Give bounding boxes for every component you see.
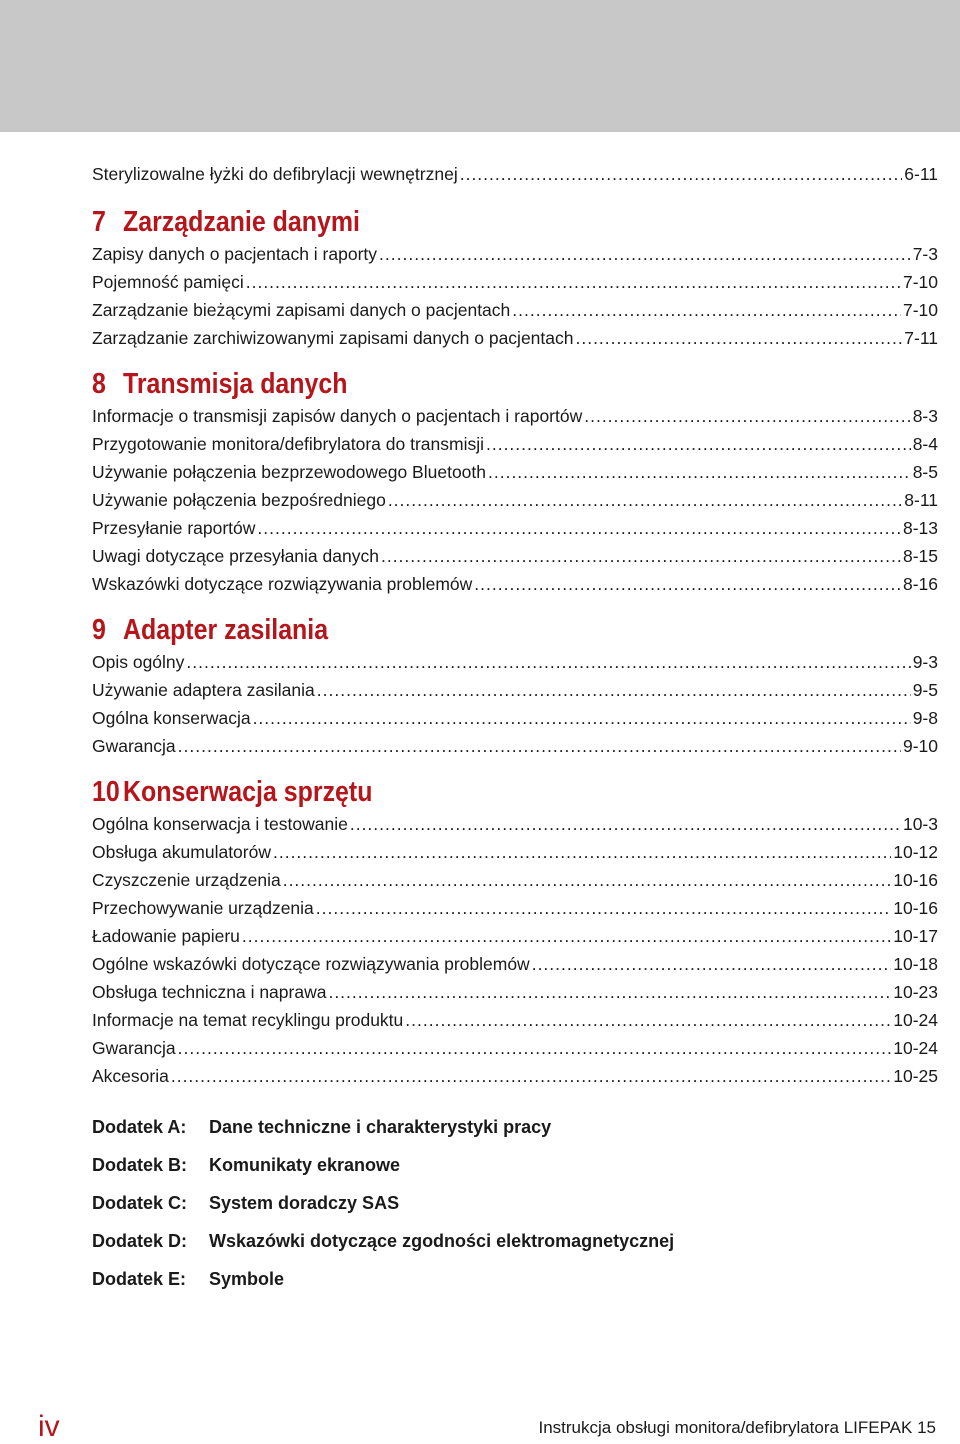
toc-entry-title: Wskazówki dotyczące rozwiązywania problemów bbox=[92, 574, 473, 594]
appendix-title: Dane techniczne i charakterystyki pracy bbox=[209, 1117, 552, 1137]
chapter-number: 7 bbox=[92, 206, 106, 238]
chapter-heading[interactable] bbox=[92, 774, 820, 810]
toc-entry[interactable] bbox=[92, 894, 938, 922]
toc-entry-title: Zapisy danych o pacjentach i raporty bbox=[92, 244, 378, 264]
toc-entry-title: Przygotowanie monitora/defibrylatora do transmisji bbox=[92, 434, 484, 454]
toc-entry-title: Przesyłanie raportów bbox=[92, 518, 256, 538]
chapter-number: 9 bbox=[92, 614, 106, 646]
toc-entry-title: Informacje na temat recyklingu produktu bbox=[92, 1010, 404, 1030]
toc-entry-title: Gwarancja bbox=[92, 1038, 176, 1058]
toc-leader-dots bbox=[405, 1006, 891, 1034]
toc-entry-page: 7-11 bbox=[904, 328, 938, 348]
chapter-section bbox=[92, 204, 938, 352]
toc-entry-title: Uwagi dotyczące przesyłania danych bbox=[92, 546, 379, 566]
appendix-list bbox=[92, 1108, 938, 1298]
appendix-entry[interactable] bbox=[92, 1222, 938, 1260]
toc-entry-title: Ładowanie papieru bbox=[92, 926, 240, 946]
toc-entry-title: Ogólne wskazówki dotyczące rozwiązywania problemów bbox=[92, 954, 530, 974]
toc-entry-page: 10-16 bbox=[893, 898, 938, 918]
manual-title: Instrukcja obsługi monitora/defibrylatora LIFEPAK 15 bbox=[538, 1418, 936, 1437]
toc-entry-page: 10-12 bbox=[893, 842, 938, 862]
toc-leader-dots bbox=[178, 1034, 892, 1062]
toc-entry-title: Ogólna konserwacja i testowanie bbox=[92, 814, 348, 834]
toc-entry-page: 9-8 bbox=[912, 708, 938, 728]
appendix-title: Komunikaty ekranowe bbox=[209, 1155, 401, 1175]
toc-entry-title: Czyszczenie urządzenia bbox=[92, 870, 281, 890]
toc-leader-dots bbox=[253, 704, 911, 732]
appendix-title: System doradczy SAS bbox=[209, 1193, 400, 1213]
toc-leader-dots bbox=[242, 922, 891, 950]
toc-entry[interactable] bbox=[92, 324, 938, 352]
appendix-label: Dodatek B: bbox=[92, 1155, 188, 1175]
toc-leader-dots bbox=[532, 950, 892, 978]
toc-leader-dots bbox=[381, 542, 901, 570]
toc-entry-page: 8-4 bbox=[912, 434, 938, 454]
toc-entry-title: Przechowywanie urządzenia bbox=[92, 898, 314, 918]
toc-entry-title: Pojemność pamięci bbox=[92, 272, 244, 292]
toc-entry-page: 10-16 bbox=[893, 870, 938, 890]
toc-leader-dots bbox=[273, 838, 891, 866]
toc-entry[interactable] bbox=[92, 950, 938, 978]
appendix-title: Wskazówki dotyczące zgodności elektromagnetycznej bbox=[209, 1231, 675, 1251]
toc-entry[interactable] bbox=[92, 570, 938, 598]
toc-leader-dots bbox=[257, 514, 901, 542]
toc-entry[interactable] bbox=[92, 240, 938, 268]
toc-entry-page: 10-24 bbox=[893, 1010, 938, 1030]
toc-entry-title: Akcesoria bbox=[92, 1066, 169, 1086]
toc-entry-page: 10-23 bbox=[893, 982, 938, 1002]
toc-leader-dots bbox=[171, 1062, 891, 1090]
toc-entry[interactable] bbox=[92, 160, 938, 188]
table-of-contents bbox=[92, 160, 938, 1298]
toc-entry[interactable] bbox=[92, 542, 938, 570]
toc-leader-dots bbox=[584, 402, 910, 430]
toc-leader-dots bbox=[178, 732, 901, 760]
chapter-title: Konserwacja sprzętu bbox=[122, 776, 373, 808]
toc-entry-title: Używanie adaptera zasilania bbox=[92, 680, 315, 700]
appendix-entry[interactable] bbox=[92, 1146, 938, 1184]
toc-entry-title: Opis ogólny bbox=[92, 652, 185, 672]
toc-entry-page: 7-3 bbox=[912, 244, 938, 264]
appendix-label: Dodatek A: bbox=[92, 1117, 187, 1137]
page-number: iv bbox=[38, 1410, 60, 1443]
chapter-heading[interactable] bbox=[92, 366, 820, 402]
toc-leader-dots bbox=[512, 296, 901, 324]
toc-leader-dots bbox=[186, 648, 910, 676]
toc-entry-title: Używanie połączenia bezpośredniego bbox=[92, 490, 386, 510]
toc-entry-page: 8-16 bbox=[902, 574, 938, 594]
chapter-heading[interactable] bbox=[92, 612, 820, 648]
toc-entry[interactable] bbox=[92, 838, 938, 866]
toc-entry-page: 10-17 bbox=[893, 926, 938, 946]
toc-entry[interactable] bbox=[92, 810, 938, 838]
toc-entry-title: Ogólna konserwacja bbox=[92, 708, 251, 728]
chapter-number: 8 bbox=[92, 368, 106, 400]
toc-entry-page: 10-3 bbox=[902, 814, 938, 834]
toc-entry-page: 10-18 bbox=[893, 954, 938, 974]
toc-entry-page: 10-25 bbox=[893, 1066, 938, 1086]
toc-leader-dots bbox=[350, 810, 901, 838]
chapter-section bbox=[92, 774, 938, 1090]
toc-entry-page: 9-3 bbox=[912, 652, 938, 672]
toc-entry-title: Zarządzanie zarchiwizowanymi zapisami danych o pacjentach bbox=[92, 328, 574, 348]
toc-entry-page: 7-10 bbox=[902, 272, 938, 292]
toc-entry-page: 7-10 bbox=[902, 300, 938, 320]
toc-entry[interactable] bbox=[92, 676, 938, 704]
toc-leader-dots bbox=[460, 160, 903, 188]
toc-entry[interactable] bbox=[92, 296, 938, 324]
toc-entry[interactable] bbox=[92, 268, 938, 296]
toc-entry-title: Używanie połączenia bezprzewodowego Bluetooth bbox=[92, 462, 486, 482]
appendix-label: Dodatek E: bbox=[92, 1269, 187, 1289]
toc-entry-title: Informacje o transmisji zapisów danych o pacjentach i raportów bbox=[92, 406, 583, 426]
toc-entry[interactable] bbox=[92, 704, 938, 732]
toc-entry[interactable] bbox=[92, 402, 938, 430]
header-band bbox=[0, 0, 960, 132]
toc-entry-page: 8-5 bbox=[912, 462, 938, 482]
toc-leader-dots bbox=[246, 268, 901, 296]
toc-entry[interactable] bbox=[92, 486, 938, 514]
toc-block-intro bbox=[92, 160, 938, 188]
toc-leader-dots bbox=[486, 430, 911, 458]
toc-entry-page: 8-3 bbox=[912, 406, 938, 426]
toc-entry[interactable] bbox=[92, 978, 938, 1006]
toc-entry-page: 6-11 bbox=[904, 164, 938, 184]
appendix-entry[interactable] bbox=[92, 1108, 938, 1146]
toc-entry-title: Obsługa akumulatorów bbox=[92, 842, 271, 862]
toc-entry[interactable] bbox=[92, 514, 938, 542]
chapter-number: 10 bbox=[92, 776, 120, 808]
appendix-title: Symbole bbox=[209, 1269, 285, 1289]
appendix-label: Dodatek C: bbox=[92, 1193, 188, 1213]
toc-entry[interactable] bbox=[92, 1034, 938, 1062]
toc-leader-dots bbox=[317, 676, 911, 704]
toc-leader-dots bbox=[388, 486, 902, 514]
toc-entry-title: Sterylizowalne łyżki do defibrylacji wewnętrznej bbox=[92, 164, 458, 184]
appendix-entry[interactable] bbox=[92, 1184, 938, 1222]
toc-entry[interactable] bbox=[92, 1006, 938, 1034]
toc-leader-dots bbox=[283, 866, 892, 894]
toc-entry[interactable] bbox=[92, 866, 938, 894]
toc-leader-dots bbox=[575, 324, 902, 352]
toc-entry[interactable] bbox=[92, 458, 938, 486]
chapter-title: Adapter zasilania bbox=[122, 614, 329, 646]
toc-entry-page: 10-24 bbox=[893, 1038, 938, 1058]
toc-entry-title: Zarządzanie bieżącymi zapisami danych o pacjentach bbox=[92, 300, 511, 320]
toc-entry[interactable] bbox=[92, 1062, 938, 1090]
toc-entry[interactable] bbox=[92, 430, 938, 458]
toc-entry-title: Gwarancja bbox=[92, 736, 176, 756]
toc-leader-dots bbox=[474, 570, 901, 598]
chapter-title: Transmisja danych bbox=[122, 368, 348, 400]
toc-leader-dots bbox=[328, 978, 891, 1006]
toc-entry[interactable] bbox=[92, 922, 938, 950]
chapter-section bbox=[92, 612, 938, 760]
toc-leader-dots bbox=[379, 240, 911, 268]
toc-leader-dots bbox=[316, 894, 891, 922]
toc-entry[interactable] bbox=[92, 648, 938, 676]
toc-entry-page: 8-13 bbox=[902, 518, 938, 538]
toc-entry-title: Obsługa techniczna i naprawa bbox=[92, 982, 327, 1002]
toc-entry-page: 9-5 bbox=[912, 680, 938, 700]
toc-entry-page: 8-15 bbox=[902, 546, 938, 566]
toc-entry-page: 9-10 bbox=[902, 736, 938, 756]
chapter-section bbox=[92, 366, 938, 598]
toc-leader-dots bbox=[488, 458, 911, 486]
toc-entry[interactable] bbox=[92, 732, 938, 760]
chapter-heading[interactable] bbox=[92, 204, 820, 240]
appendix-label: Dodatek D: bbox=[92, 1231, 188, 1251]
chapter-title: Zarządzanie danymi bbox=[122, 206, 360, 238]
toc-entry-page: 8-11 bbox=[904, 490, 938, 510]
appendix-entry[interactable] bbox=[92, 1260, 938, 1298]
